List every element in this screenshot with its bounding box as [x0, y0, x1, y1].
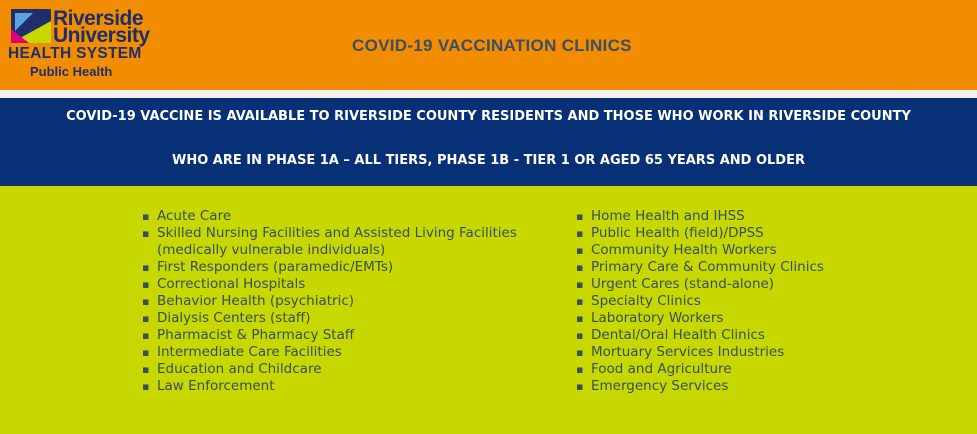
- list-item-label: Laboratory Workers: [591, 310, 724, 326]
- logo-text-health-system: HEALTH SYSTEM: [8, 45, 142, 62]
- list-item: [142, 225, 572, 242]
- list-item: [142, 310, 572, 327]
- riverside-logo[interactable]: [8, 6, 168, 84]
- list-item-label: Specialty Clinics: [591, 293, 701, 309]
- list-item: [142, 378, 572, 395]
- list-item: [576, 344, 956, 361]
- list-item: [576, 225, 956, 242]
- bullet-icon: ▪: [576, 244, 584, 257]
- list-item-label: Education and Childcare: [157, 361, 322, 377]
- bullet-icon: ▪: [142, 261, 150, 274]
- list-item-label: Intermediate Care Facilities: [157, 344, 342, 360]
- list-item: [576, 293, 956, 310]
- list-item: [576, 378, 956, 395]
- bullet-icon: ▪: [576, 227, 584, 240]
- eligible-groups-section: [0, 186, 977, 434]
- list-item-label: Primary Care & Community Clinics: [591, 259, 824, 275]
- eligibility-banner: [0, 98, 977, 186]
- bullet-icon: ▪: [142, 278, 150, 291]
- list-item: [576, 208, 956, 225]
- bullet-icon: ▪: [576, 261, 584, 274]
- list-item-label: Law Enforcement: [157, 378, 275, 394]
- bullet-icon: ▪: [576, 278, 584, 291]
- list-item-label: Dental/Oral Health Clinics: [591, 327, 765, 343]
- list-item: [142, 344, 572, 361]
- bullet-icon: ▪: [142, 210, 150, 223]
- page-title: COVID-19 VACCINATION CLINICS: [352, 36, 632, 55]
- list-item: [576, 276, 956, 293]
- bullet-icon: ▪: [142, 329, 150, 342]
- logo-text-public-health: Public Health: [30, 64, 113, 79]
- list-item-label: Urgent Cares (stand-alone): [591, 276, 775, 292]
- list-item: [142, 242, 572, 259]
- bullet-icon: ▪: [142, 295, 150, 308]
- list-item-label: Dialysis Centers (staff): [157, 310, 311, 326]
- bullet-icon: ▪: [142, 380, 150, 393]
- list-item-label: Skilled Nursing Facilities and Assisted Living Facilities: [157, 225, 517, 241]
- bullet-icon: ▪: [576, 380, 584, 393]
- list-item: [576, 242, 956, 259]
- bullet-icon: ▪: [576, 363, 584, 376]
- bullet-icon: ▪: [576, 346, 584, 359]
- list-item: [576, 327, 956, 344]
- list-item: [142, 276, 572, 293]
- logo-text-riverside: Riverside: [53, 7, 144, 30]
- list-item-label: (medically vulnerable individuals): [157, 242, 386, 258]
- list-item-label: Public Health (field)/DPSS: [591, 225, 764, 241]
- list-item-label: Emergency Services: [591, 378, 729, 394]
- bullet-icon: ▪: [576, 210, 584, 223]
- banner-line-1: COVID-19 VACCINE IS AVAILABLE TO RIVERSIDE COUNTY RESIDENTS AND THOSE WHO WORK IN RIVERSIDE COUNTY: [66, 109, 911, 124]
- list-item-label: Community Health Workers: [591, 242, 777, 258]
- list-item-label: Correctional Hospitals: [157, 276, 306, 292]
- bullet-icon: ▪: [142, 227, 150, 240]
- list-item-label: Home Health and IHSS: [591, 208, 745, 224]
- list-item-label: Acute Care: [157, 208, 232, 224]
- bullet-icon: ▪: [576, 312, 584, 325]
- list-item-label: Food and Agriculture: [591, 361, 732, 377]
- list-item-label: Mortuary Services Industries: [591, 344, 785, 360]
- list-item: [142, 208, 572, 225]
- list-item: [576, 259, 956, 276]
- bullet-icon: ▪: [576, 295, 584, 308]
- eligible-groups-list-right: [576, 208, 956, 395]
- list-item: [142, 361, 572, 378]
- list-item: [142, 259, 572, 276]
- page-header: [0, 0, 977, 90]
- divider-stripe: [0, 90, 977, 98]
- list-item-label: Behavior Health (psychiatric): [157, 293, 355, 309]
- bullet-icon: ▪: [142, 312, 150, 325]
- list-item: [576, 361, 956, 378]
- list-item-label: Pharmacist & Pharmacy Staff: [157, 327, 355, 343]
- bullet-icon: ▪: [142, 346, 150, 359]
- banner-line-2: WHO ARE IN PHASE 1A – ALL TIERS, PHASE 1B - TIER 1 OR AGED 65 YEARS AND OLDER: [172, 153, 805, 168]
- eligible-groups-list-left: [142, 208, 572, 395]
- list-item-label: First Responders (paramedic/EMTs): [157, 259, 394, 275]
- logo-text-university: University: [53, 24, 150, 47]
- list-item: [576, 310, 956, 327]
- list-item: [142, 293, 572, 310]
- bullet-icon: ▪: [576, 329, 584, 342]
- bullet-icon: ▪: [142, 363, 150, 376]
- logo-mark-icon: [11, 9, 51, 43]
- list-item: [142, 327, 572, 344]
